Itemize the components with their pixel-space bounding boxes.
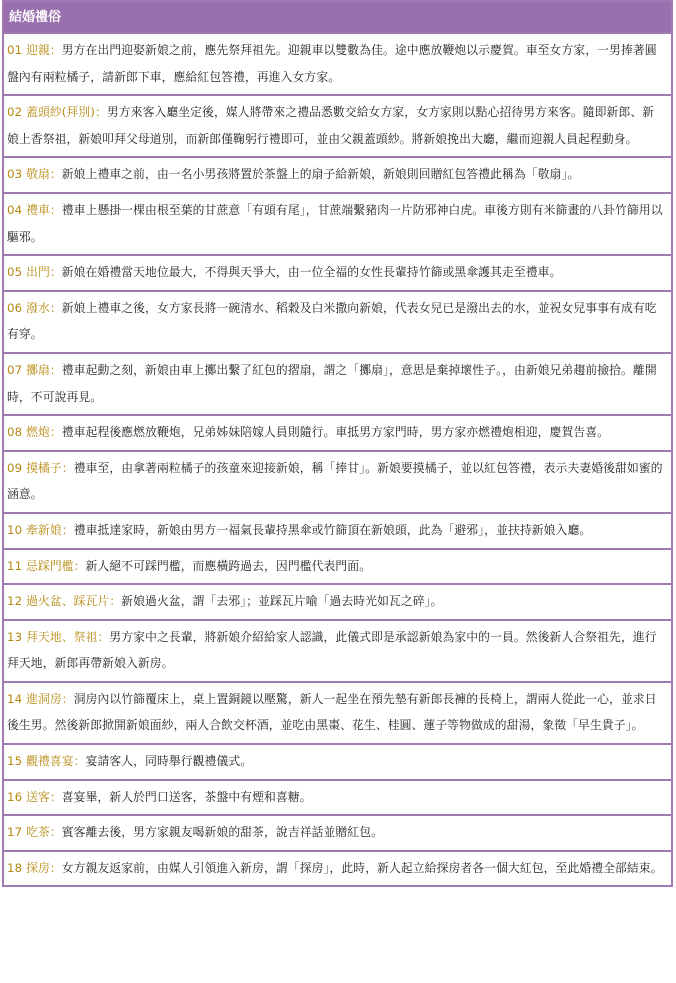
item-term [7,861,50,875]
item-description: 賓客離去後，男方家親友喝新娘的甜茶，說吉祥話並贈紅包。 [61,825,383,840]
item-term [7,754,74,768]
list-item: 11 忌踩門檻：新人絕不可踩門檻，而應橫跨過去，因門檻代表門面。 [4,550,671,586]
item-term-label: 摸橘子 [26,460,62,475]
item-term-label: 蓋頭紗(拜別) [26,105,95,120]
item-number: 03 [7,167,23,182]
item-term-label: 探房 [26,860,50,875]
item-description: 男方家中之長輩，將新娘介紹給家人認識，此儀式即是承認新娘為家中的一員。然後新人合祭祖先，進行拜天地，新郎再帶新娘入新房。 [7,629,657,671]
item-term-label: 進洞房 [26,691,62,706]
list-item: 14 進洞房：洞房內以竹篩覆床上，桌上置銅鏡以壓驚，新人一起坐在預先墊有新郎長褲的長椅上，謂兩人從此一心，並求日後生男。然後新郎掀開新娘面紗，兩人合飲交杯酒，並吃由黑棗、花生、桂圓、蓮子等物做成的甜湯，象徵「早生貴子」。 [4,683,671,745]
list-item: 12 過火盆、踩瓦片：新娘過火盆，謂「去邪」；並踩瓦片喻「過去時光如瓦之碎」。 [4,585,671,621]
item-number: 09 [7,460,23,475]
item-term-label: 拜天地、祭祖 [26,629,98,644]
list-item: 08 燃炮：禮車起程後應燃放鞭炮，兄弟姊妹陪嫁人員則隨行。車抵男方家門時，男方家亦燃禮炮相迎，慶賀告喜。 [4,416,671,452]
item-description: 新娘過火盆，謂「去邪」；並踩瓦片喻「過去時光如瓦之碎」。 [121,594,443,609]
item-number: 12 [7,594,23,609]
list-item: 01 迎親：男方在出門迎娶新娘之前，應先祭拜祖先。迎親車以雙數為佳。途中應放鞭炮以示慶賀。車至女方家，一男捧著圓盤內有兩粒橘子，請新郎下車，應給紅包答禮，再進入女方家。 [4,34,671,96]
list-item: 06 潑水：新娘上禮車之後，女方家長將一碗清水、稻穀及白米撒向新娘，代表女兒已是潑出去的水，並祝女兒事事有成有吃有穿。 [4,292,671,354]
list-item: 03 敬扇：新娘上禮車之前，由一名小男孩將置於茶盤上的扇子給新娘，新娘則回贈紅包答禮此稱為「敬扇」。 [4,158,671,194]
item-description: 新娘在婚禮當天地位最大，不得與天爭大，由一位全福的女性長輩持竹篩或黑傘護其走至禮車。 [61,265,562,280]
item-term-label: 吃茶 [26,825,50,840]
list-item: 18 探房：女方親友返家前，由媒人引領進入新房，謂「探房」，此時，新人起立給探房者各一個大紅包，至此婚禮全部結束。 [7,860,663,875]
item-number: 11 [7,558,23,573]
item-description: 宴請客人，同時舉行觀禮儀式。 [85,754,253,769]
item-description: 禮車起動之刻，新娘由車上擲出繫了紅包的摺扇，謂之「擲扇」，意思是棄掉壞性子。，由新娘兄弟趨前撿拾。離開時，不可說再見。 [7,362,657,404]
item-term [7,523,62,537]
item-term [7,594,109,608]
item-description: 新人絕不可踩門檻，而應橫跨過去，因門檻代表門面。 [85,558,372,573]
item-term [7,167,50,181]
list-item: 02 蓋頭紗(拜別)：男方來客入廳坐定後，媒人將帶來之禮品悉數交給女方家，女方家則以點心招待男方來客。隨即新郎、新娘上香祭祖，新娘叩拜父母道別，而新郎僅鞠躬行禮即可，並由父親蓋頭紗。將新娘挽出大廳，繼而迎親人員起程動身。 [4,96,671,158]
list-item: 10 牽新娘：禮車抵達家時，新娘由男方一福氣長輩持黑傘或竹篩頂在新娘頭，此為「避邪」，並扶持新娘入廳。 [4,514,671,550]
item-term-label: 過火盆、踩瓦片 [26,594,110,609]
item-term [7,43,50,57]
list-item: 15 觀禮喜宴：宴請客人，同時舉行觀禮儀式。 [4,745,671,781]
list-item: 07 擲扇：禮車起動之刻，新娘由車上擲出繫了紅包的摺扇，謂之「擲扇」，意思是棄掉壞性子。，由新娘兄弟趨前撿拾。離開時，不可說再見。 [4,354,671,416]
item-term [7,203,50,217]
item-number: 05 [7,265,23,280]
item-description: 新娘上禮車之後，女方家長將一碗清水、稻穀及白米撒向新娘，代表女兒已是潑出去的水，並祝女兒事事有成有吃有穿。 [7,300,657,342]
item-term-label: 潑水 [26,300,50,315]
item-term-label: 牽新娘 [26,522,62,537]
item-term [7,425,50,439]
item-term-label: 燃炮 [26,425,50,440]
customs-table [2,0,673,887]
item-description: 洞房內以竹篩覆床上，桌上置銅鏡以壓驚，新人一起坐在預先墊有新郎長褲的長椅上，謂兩人從此一心，並求日後生男。然後新郎掀開新娘面紗，兩人合飲交杯酒，並吃由黑棗、花生、桂圓、蓮子等物做成的甜湯，象徵「早生貴子」。 [7,691,657,733]
item-description: 男方在出門迎娶新娘之前，應先祭拜祖先。迎親車以雙數為佳。途中應放鞭炮以示慶賀。車至女方家，一男捧著圓盤內有兩粒橘子，請新郎下車，應給紅包答禮，再進入女方家。 [7,43,657,84]
item-number: 16 [7,789,23,804]
item-description: 男方來客入廳坐定後，媒人將帶來之禮品悉數交給女方家，女方家則以點心招待男方來客。隨即新郎、新娘上香祭祖，新娘叩拜父母道別，而新郎僅鞠躬行禮即可，並由父親蓋頭紗。將新娘挽出大廳，繼而迎親人員起程動身。 [7,105,655,146]
item-number: 06 [7,300,23,315]
item-term [7,559,74,573]
item-term-label: 迎親 [26,43,50,57]
item-description: 禮車起程後應燃放鞭炮，兄弟姊妹陪嫁人員則隨行。車抵男方家門時，男方家亦燃禮炮相迎，慶賀告喜。 [61,425,610,440]
list-item: 13 拜天地、祭祖：男方家中之長輩，將新娘介紹給家人認識，此儀式即是承認新娘為家中的一員。然後新人合祭祖先，進行拜天地，新郎再帶新娘入新房。 [4,621,671,683]
item-description: 女方親友返家前，由媒人引領進入新房，謂「探房」，此時，新人起立給探房者各一個大紅包，至此婚禮全部結束。 [61,860,663,875]
item-term-label: 禮車 [26,202,50,217]
item-term [7,301,50,315]
item-number: 08 [7,425,23,440]
item-number: 07 [7,362,23,377]
item-number: 15 [7,754,23,769]
table-title: 結婚禮俗 [4,2,671,34]
item-number: 14 [7,691,23,706]
item-number: 13 [7,629,23,644]
item-term [7,363,50,377]
item-term [7,630,97,644]
item-number: 17 [7,825,23,840]
list-item: 05 出門：新娘在婚禮當天地位最大，不得與天爭大，由一位全福的女性長輩持竹篩或黑傘護其走至禮車。 [4,256,671,292]
item-number: 04 [7,202,23,217]
item-number: 10 [7,522,23,537]
item-term [7,825,50,839]
item-term-label: 出門 [26,265,50,280]
item-number: 02 [7,105,23,120]
item-term [7,265,50,279]
list-item: 17 吃茶：賓客離去後，男方家親友喝新娘的甜茶，說吉祥話並贈紅包。 [4,816,671,852]
item-term [7,461,62,475]
customs-list [4,34,671,885]
list-item: 04 禮車：禮車上懸掛一棵由根至葉的甘蔗意「有頭有尾」，甘蔗端繫豬肉一片防邪神白虎。車後方則有米篩畫的八卦竹篩用以驅邪。 [4,194,671,256]
item-number: 01 [7,43,23,57]
item-description: 喜宴畢，新人於門口送客，茶盤中有煙和喜糖。 [61,789,312,804]
item-term-label: 送客 [26,789,50,804]
item-description: 新娘上禮車之前，由一名小男孩將置於茶盤上的扇子給新娘，新娘則回贈紅包答禮此稱為「敬扇」。 [61,167,580,182]
item-number: 18 [7,860,23,875]
item-term [7,105,95,119]
item-description: 禮車抵達家時，新娘由男方一福氣長輩持黑傘或竹篩頂在新娘頭，此為「避邪」，並扶持新娘入廳。 [73,522,592,537]
item-term [7,692,62,706]
item-term-label: 擲扇 [26,362,50,377]
item-description: 禮車至，由拿著兩粒橘子的孩童來迎接新娘，稱「捧甘」。新娘要摸橘子，並以紅包答禮，表示夫妻婚後甜如蜜的涵意。 [7,460,663,502]
item-term-label: 忌踩門檻 [26,558,74,573]
item-term [7,790,50,804]
list-item: 16 送客：喜宴畢，新人於門口送客，茶盤中有煙和喜糖。 [4,781,671,817]
item-description: 禮車上懸掛一棵由根至葉的甘蔗意「有頭有尾」，甘蔗端繫豬肉一片防邪神白虎。車後方則有米篩畫的八卦竹篩用以驅邪。 [7,202,663,244]
item-term-label: 敬扇 [26,167,50,182]
item-term-label: 觀禮喜宴 [26,754,74,769]
list-item: 09 摸橘子：禮車至，由拿著兩粒橘子的孩童來迎接新娘，稱「捧甘」。新娘要摸橘子，並以紅包答禮，表示夫妻婚後甜如蜜的涵意。 [4,452,671,514]
